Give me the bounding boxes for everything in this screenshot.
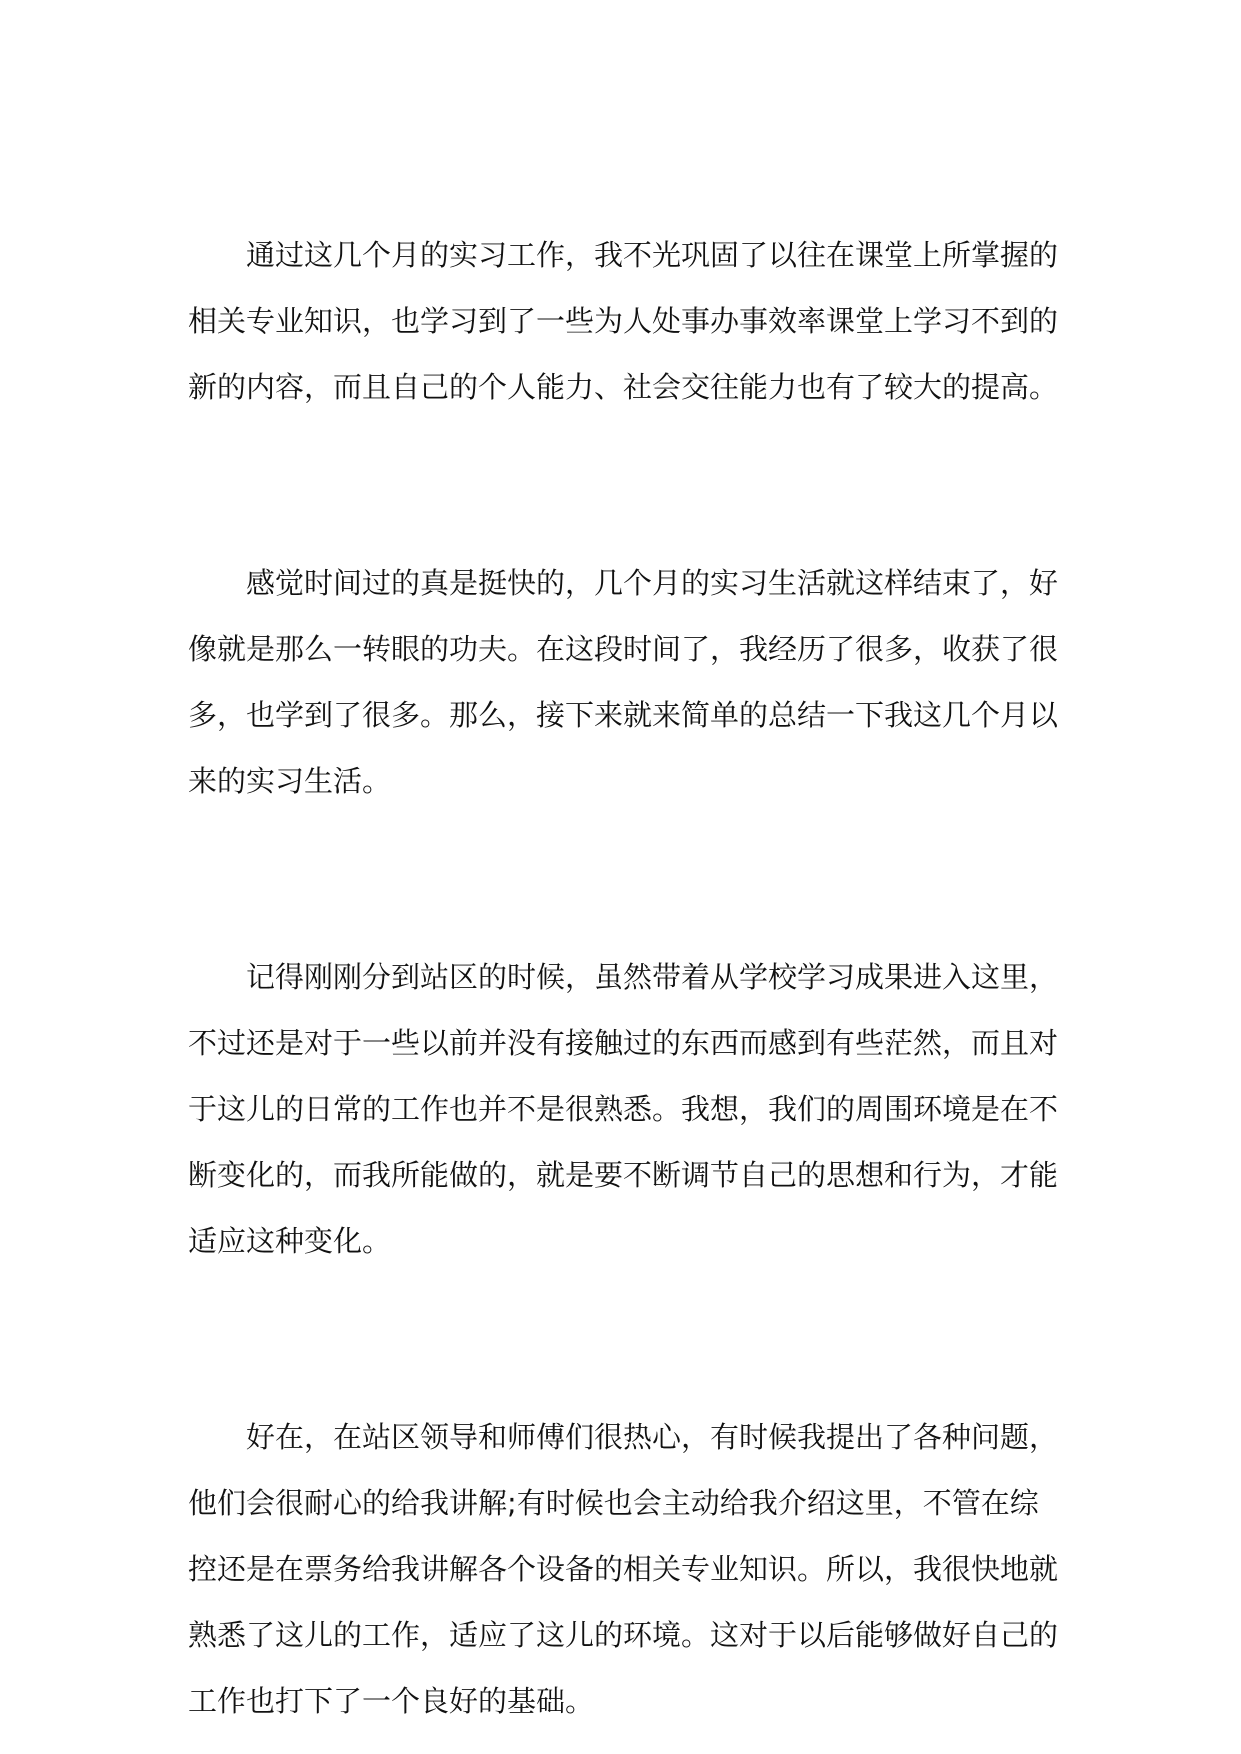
- paragraph-spacer: [188, 420, 1068, 550]
- paragraph-line: 相关专业知识，也学习到了一些为人处事办事效率课堂上学习不到的: [188, 304, 1059, 338]
- paragraph-line: 通过这几个月的实习工作，我不光巩固了以往在课堂上所掌握的: [246, 238, 1059, 272]
- paragraph-line: 新的内容，而且自己的个人能力、社会交往能力也有了较大的提高。: [188, 370, 1059, 404]
- paragraph-line: 于这儿的日常的工作也并不是很熟悉。我想，我们的周围环境是在不: [188, 1092, 1059, 1126]
- paragraph-2: [188, 550, 1068, 814]
- paragraph-line: 熟悉了这儿的工作，适应了这儿的环境。这对于以后能够做好自己的: [188, 1618, 1059, 1652]
- paragraph-line: 不过还是对于一些以前并没有接触过的东西而感到有些茫然，而且对: [188, 1026, 1059, 1060]
- paragraph-line: 断变化的，而我所能做的，就是要不断调节自己的思想和行为，才能: [188, 1158, 1059, 1192]
- paragraph-spacer: [188, 1274, 1068, 1404]
- paragraph-line: 工作也打下了一个良好的基础。: [188, 1684, 595, 1718]
- paragraph-3: [188, 944, 1068, 1274]
- paragraph-line: 控还是在票务给我讲解各个设备的相关专业知识。所以，我很快地就: [188, 1552, 1059, 1586]
- paragraph-line: 多，也学到了很多。那么，接下来就来简单的总结一下我这几个月以: [188, 698, 1059, 732]
- paragraph-line: 好在，在站区领导和师傅们很热心，有时候我提出了各种问题，: [246, 1420, 1059, 1454]
- paragraph-line: 适应这种变化。: [188, 1224, 392, 1258]
- document-body: [188, 222, 1068, 1734]
- paragraph-line: 他们会很耐心的给我讲解;有时候也会主动给我介绍这里，不管在综: [188, 1486, 1039, 1520]
- paragraph-line: 像就是那么一转眼的功夫。在这段时间了，我经历了很多，收获了很: [188, 632, 1059, 666]
- paragraph-4: [188, 1404, 1068, 1734]
- paragraph-line: 感觉时间过的真是挺快的，几个月的实习生活就这样结束了，好: [246, 566, 1059, 600]
- paragraph-line: 记得刚刚分到站区的时候，虽然带着从学校学习成果进入这里，: [246, 960, 1059, 994]
- paragraph-spacer: [188, 814, 1068, 944]
- paragraph-line: 来的实习生活。: [188, 764, 392, 798]
- paragraph-1: [188, 222, 1068, 420]
